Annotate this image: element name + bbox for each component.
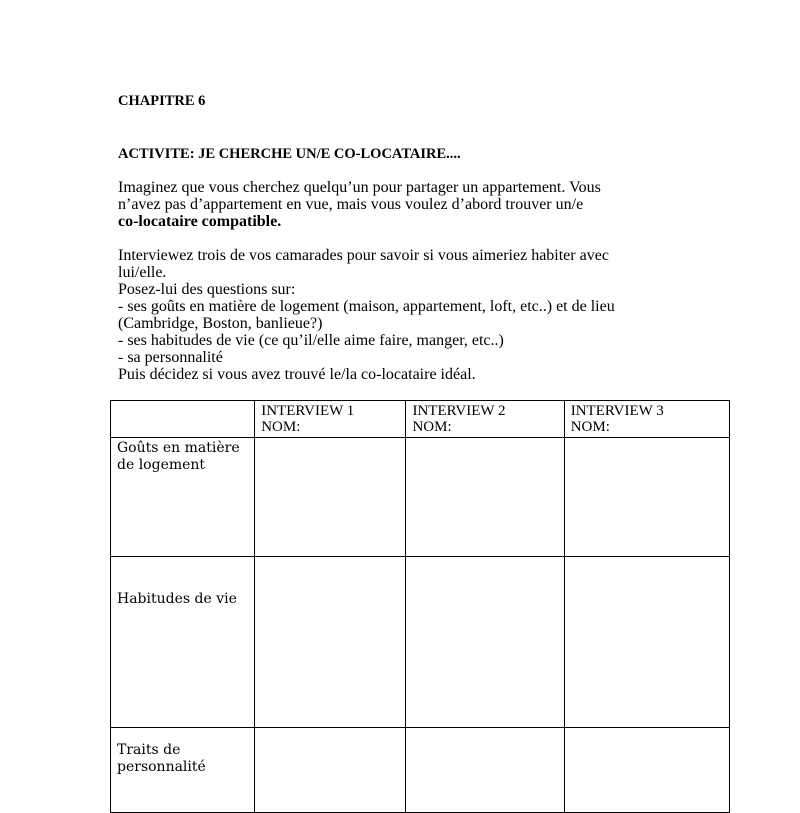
table-header-row — [111, 401, 730, 438]
interview-title: INTERVIEW 1 — [261, 403, 355, 419]
instruction-line: Posez-lui des questions sur: — [118, 281, 296, 298]
row-label-text: Goûts en matière — [117, 440, 240, 456]
interview-name-label: NOM: — [412, 419, 452, 435]
interview-3-header — [564, 401, 729, 438]
interview-2-header — [406, 401, 564, 438]
activity-title: ACTIVITE: JE CHERCHE UN/E CO-LOCATAIRE.... — [118, 146, 461, 162]
row-label-habitudes — [111, 557, 255, 728]
interview-1-header — [255, 401, 406, 438]
instruction-line: Interviewez trois de vos camarades pour savoir si vous aimeriez habiter avec — [118, 247, 609, 264]
row-label-text: Traits de — [117, 742, 181, 758]
instruction-line: Puis décidez si vous avez trouvé le/la co-locataire idéal. — [118, 366, 476, 383]
row-label-text: de logement — [117, 457, 206, 473]
table-row — [111, 557, 730, 728]
table-corner-cell — [111, 401, 255, 438]
answer-cell[interactable] — [255, 438, 406, 557]
intro-line-bold: co-locataire compatible. — [118, 213, 282, 230]
interview-title: INTERVIEW 2 — [412, 403, 506, 419]
chapter-heading: CHAPITRE 6 — [118, 93, 206, 109]
answer-cell[interactable] — [406, 557, 564, 728]
interview-table — [110, 400, 730, 813]
answer-cell[interactable] — [564, 557, 729, 728]
interview-name-label: NOM: — [570, 419, 610, 435]
table-row — [111, 438, 730, 557]
interview-title: INTERVIEW 3 — [570, 403, 664, 419]
instruction-line: - ses habitudes de vie (ce qu’il/elle aime faire, manger, etc..) — [118, 332, 504, 349]
row-label-text: personnalité — [117, 759, 206, 775]
instruction-line: - sa personnalité — [118, 349, 223, 366]
instruction-line: lui/elle. — [118, 264, 167, 281]
intro-line: n’avez pas d’appartement en vue, mais vous voulez d’abord trouver un/e — [118, 196, 584, 213]
answer-cell[interactable] — [255, 557, 406, 728]
answer-cell[interactable] — [406, 438, 564, 557]
answer-cell[interactable] — [564, 438, 729, 557]
row-label-logement — [111, 438, 255, 557]
intro-line: Imaginez que vous cherchez quelqu’un pour partager un appartement. Vous — [118, 179, 601, 196]
instruction-line: (Cambridge, Boston, banlieue?) — [118, 315, 323, 332]
interview-name-label: NOM: — [261, 419, 301, 435]
instruction-line: - ses goûts en matière de logement (maison, appartement, loft, etc..) et de lieu — [118, 298, 615, 315]
row-label-text: Habitudes de vie — [117, 591, 237, 607]
